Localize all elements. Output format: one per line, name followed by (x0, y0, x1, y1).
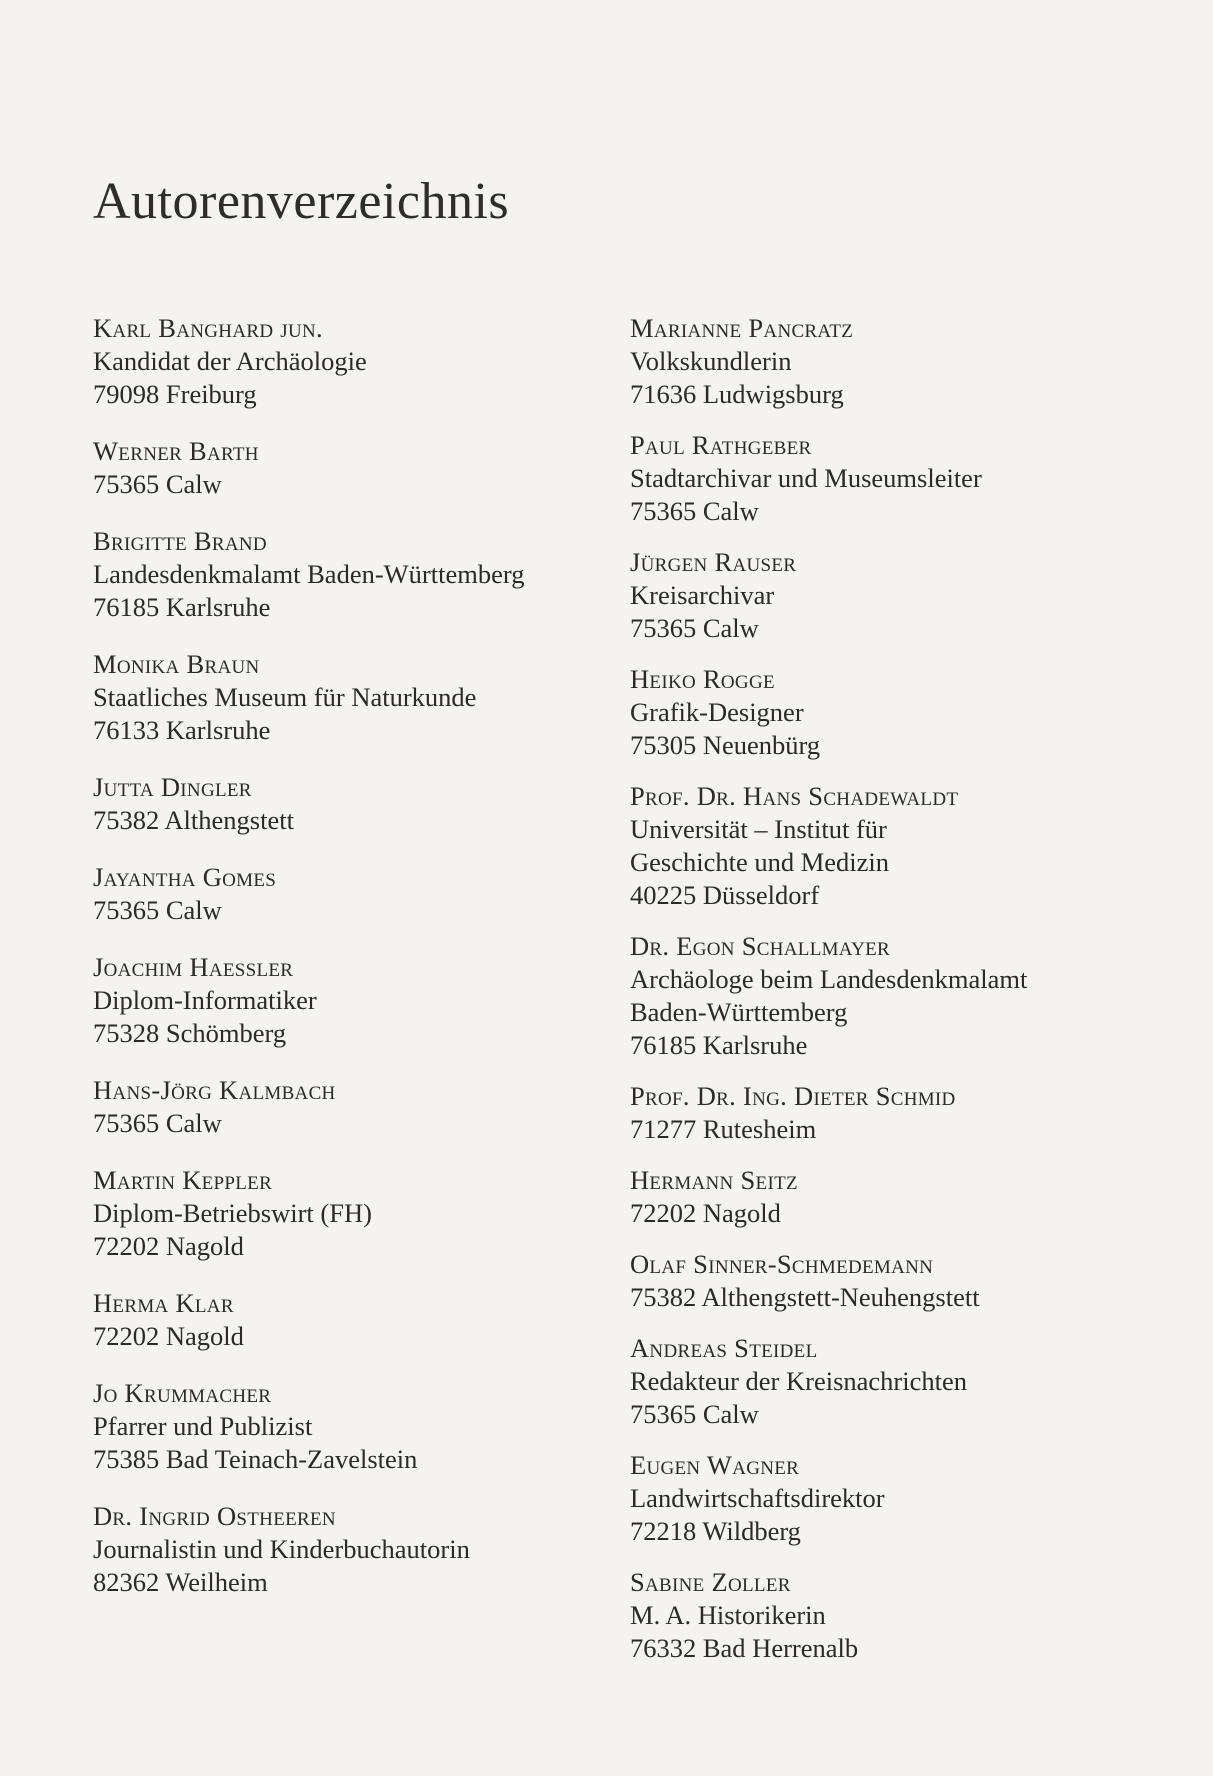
author-name: Prof. Dr. Hans Schadewaldt (630, 781, 959, 811)
author-detail-line: M. A. Historikerin (630, 1600, 826, 1630)
author-detail-line: Kandidat der Archäologie (93, 346, 367, 376)
author-name: Karl Banghard jun. (93, 313, 323, 343)
author-detail-line: 75365 Calw (630, 496, 759, 526)
author-detail-line: 40225 Düsseldorf (630, 880, 820, 910)
author-name: Werner Barth (93, 436, 259, 466)
author-detail-line: 75328 Schömberg (93, 1018, 287, 1048)
author-name: Jutta Dingler (93, 772, 252, 802)
author-name: Olaf Sinner-Schmedemann (630, 1249, 934, 1279)
author-detail-line: 75365 Calw (630, 1399, 759, 1429)
author-name: Sabine Zoller (630, 1567, 791, 1597)
author-entry (93, 648, 613, 747)
author-detail-line: 75365 Calw (93, 895, 222, 925)
author-entry (93, 861, 613, 927)
author-detail-line: Landesdenkmalamt Baden-Württemberg (93, 559, 525, 589)
author-entry (93, 771, 613, 837)
author-entry (630, 429, 1190, 528)
author-detail-line: 76133 Karlsruhe (93, 715, 271, 745)
author-entry (93, 435, 613, 501)
author-entry (93, 1164, 613, 1263)
author-name: Heiko Rogge (630, 664, 775, 694)
author-entry (93, 1287, 613, 1353)
author-detail-line: Grafik-Designer (630, 697, 804, 727)
author-column-left (93, 312, 613, 1623)
author-detail-line: Staatliches Museum für Naturkunde (93, 682, 477, 712)
author-entry (93, 312, 613, 411)
author-detail-line: 72202 Nagold (630, 1198, 781, 1228)
author-entry (630, 546, 1190, 645)
author-detail-line: 72202 Nagold (93, 1231, 244, 1261)
author-detail-line: Volkskundlerin (630, 346, 792, 376)
author-detail-line: 76332 Bad Herrenalb (630, 1633, 859, 1663)
author-detail-line: Journalistin und Kinderbuchautorin (93, 1534, 470, 1564)
author-name: Monika Braun (93, 649, 260, 679)
page-title: Autorenverzeichnis (93, 173, 510, 230)
author-entry (630, 1566, 1190, 1665)
author-entry (630, 1080, 1190, 1146)
author-detail-line: 75382 Althengstett (93, 805, 294, 835)
author-detail-line: Diplom-Betriebswirt (FH) (93, 1198, 372, 1228)
author-detail-line: 75365 Calw (630, 613, 759, 643)
author-entry (93, 1500, 613, 1599)
author-name: Herma Klar (93, 1288, 234, 1318)
author-name: Andreas Steidel (630, 1333, 818, 1363)
author-detail-line: 82362 Weilheim (93, 1567, 268, 1597)
author-detail-line: 76185 Karlsruhe (630, 1030, 808, 1060)
author-detail-line: Geschichte und Medizin (630, 847, 890, 877)
author-entry (630, 1449, 1190, 1548)
author-name: Hermann Seitz (630, 1165, 798, 1195)
author-entry (93, 1074, 613, 1140)
author-detail-line: 72218 Wildberg (630, 1516, 801, 1546)
author-detail-line: 75385 Bad Teinach-Zavelstein (93, 1444, 418, 1474)
author-detail-line: 75382 Althengstett-Neuhengstett (630, 1282, 980, 1312)
author-detail-line: 75365 Calw (93, 1108, 222, 1138)
author-name: Jayantha Gomes (93, 862, 277, 892)
author-name: Jürgen Rauser (630, 547, 797, 577)
author-entry (93, 1377, 613, 1476)
author-entry (93, 525, 613, 624)
author-name: Dr. Egon Schallmayer (630, 931, 890, 961)
author-detail-line: 76185 Karlsruhe (93, 592, 271, 622)
author-entry (630, 780, 1190, 912)
author-detail-line: Universität – Institut für (630, 814, 887, 844)
author-detail-line: Pfarrer und Publizist (93, 1411, 313, 1441)
author-entry (93, 951, 613, 1050)
author-detail-line: Landwirtschaftsdirektor (630, 1483, 885, 1513)
author-detail-line: 75365 Calw (93, 469, 222, 499)
author-entry (630, 312, 1190, 411)
author-name: Brigitte Brand (93, 526, 267, 556)
author-entry (630, 1332, 1190, 1431)
author-name: Eugen Wagner (630, 1450, 800, 1480)
author-name: Dr. Ingrid Ostheeren (93, 1501, 336, 1531)
author-detail-line: Kreisarchivar (630, 580, 775, 610)
author-entry (630, 663, 1190, 762)
author-detail-line: Redakteur der Kreisnachrichten (630, 1366, 967, 1396)
author-name: Martin Keppler (93, 1165, 273, 1195)
author-detail-line: 71636 Ludwigsburg (630, 379, 844, 409)
author-name: Jo Krummacher (93, 1378, 272, 1408)
author-name: Joachim Haessler (93, 952, 294, 982)
author-name: Paul Rathgeber (630, 430, 812, 460)
author-name: Marianne Pancratz (630, 313, 854, 343)
author-detail-line: Baden-Württemberg (630, 997, 848, 1027)
author-detail-line: Diplom-Informatiker (93, 985, 317, 1015)
author-entry (630, 1164, 1190, 1230)
author-detail-line: 79098 Freiburg (93, 379, 257, 409)
author-detail-line: Stadtarchivar und Museumsleiter (630, 463, 982, 493)
author-detail-line: Archäologe beim Landesdenkmalamt (630, 964, 1028, 994)
author-detail-line: 71277 Rutesheim (630, 1114, 817, 1144)
author-entry (630, 1248, 1190, 1314)
author-name: Prof. Dr. Ing. Dieter Schmid (630, 1081, 956, 1111)
author-entry (630, 930, 1190, 1062)
author-detail-line: 75305 Neuenbürg (630, 730, 821, 760)
author-detail-line: 72202 Nagold (93, 1321, 244, 1351)
author-column-right (630, 312, 1190, 1683)
author-name: Hans-Jörg Kalmbach (93, 1075, 336, 1105)
